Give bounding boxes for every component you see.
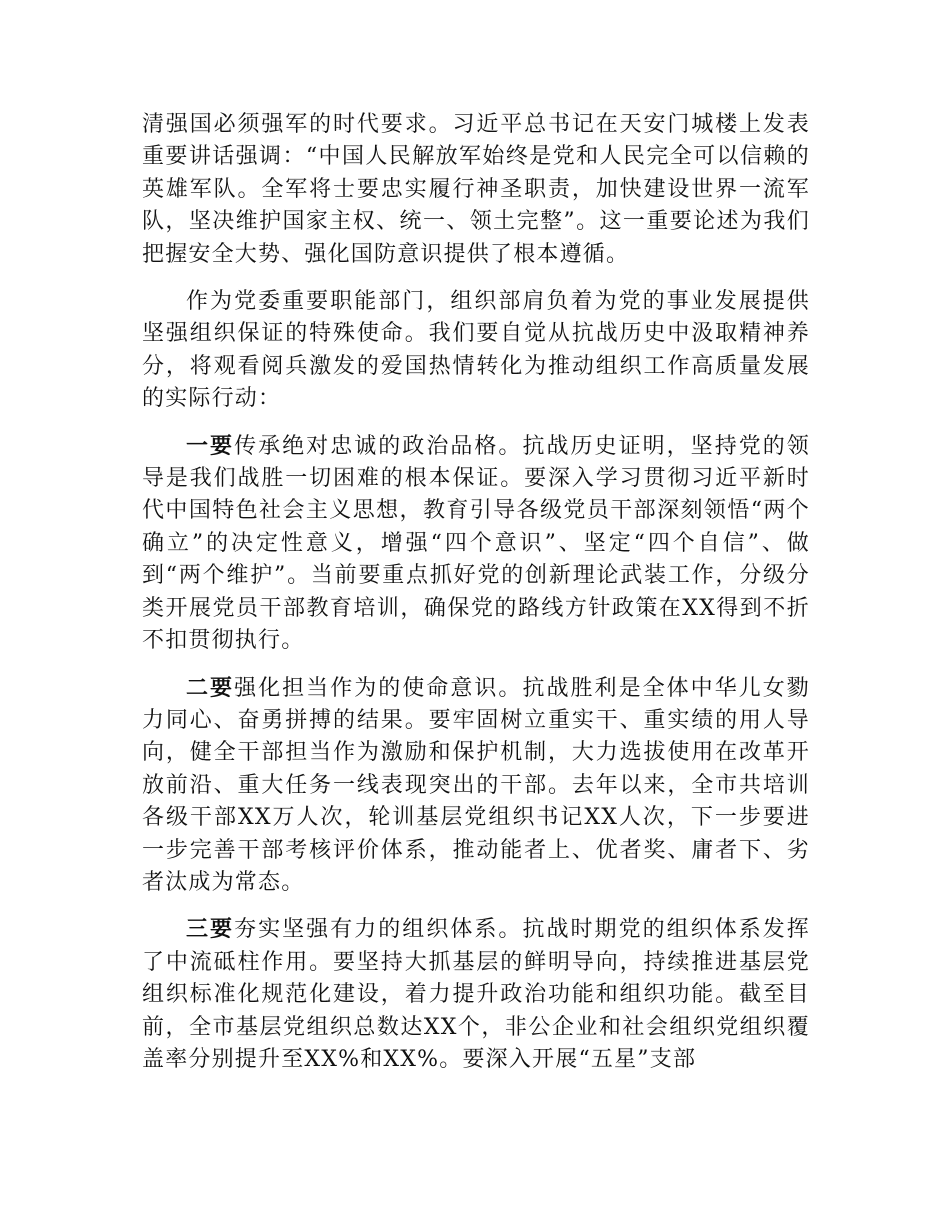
paragraph-4-lead: 二要	[186, 674, 235, 701]
paragraph-5-lead: 三要	[186, 916, 235, 943]
paragraph-4	[142, 672, 810, 900]
paragraph-5	[142, 913, 810, 1076]
paragraph-1	[142, 108, 810, 271]
paragraph-3-lead: 一要	[186, 432, 235, 459]
paragraph-3-text: 传承绝对忠诚的政治品格。抗战历史证明，坚持党的领导是我们战胜一切困难的根本保证。要深入学习贯彻习近平新时代中国特色社会主义思想，教育引导各级党员干部深刻领悟“两个确立”的决定性意义，增强“四个意识”、坚定“四个自信”、做到“两个维护”。当前要重点抓好党的创新理论武装工作，分级分类开展党员干部教育培训，确保党的路线方针政策在XX得到不折不扣贯彻执行。	[142, 433, 810, 654]
document-page	[142, 108, 810, 1090]
paragraph-4-text: 强化担当作为的使命意识。抗战胜利是全体中华儿女勠力同心、奋勇拼搏的结果。要牢固树立重实干、重实绩的用人导向，健全干部担当作为激励和保护机制，大力选拔使用在改革开放前沿、重大任务一线表现突出的干部。去年以来，全市共培训各级干部XX万人次，轮训基层党组织书记XX人次，下一步要进一步完善干部考核评价体系，推动能者上、优者奖、庸者下、劣者汰成为常态。	[142, 675, 810, 895]
paragraph-2	[142, 285, 810, 416]
paragraph-2-text: 作为党委重要职能部门，组织部肩负着为党的事业发展提供坚强组织保证的特殊使命。我们要自觉从抗战历史中汲取精神养分，将观看阅兵激发的爱国热情转化为推动组织工作高质量发展的实际行动：	[142, 289, 810, 412]
paragraph-1-text: 清强国必须强军的时代要求。习近平总书记在天安门城楼上发表重要讲话强调：“中国人民解放军始终是党和人民完全可以信赖的英雄军队。全军将士要忠实履行神圣职责，加快建设世界一流军队，坚决维护国家主权、统一、领土完整”。这一重要论述为我们把握安全大势、强化国防意识提供了根本遵循。	[142, 112, 810, 267]
paragraph-5-text: 夯实坚强有力的组织体系。抗战时期党的组织体系发挥了中流砥柱作用。要坚持大抓基层的鲜明导向，持续推进基层党组织标准化规范化建设，着力提升政治功能和组织功能。截至目前，全市基层党组织总数达XX个，非公企业和社会组织党组织覆盖率分别提升至XX%和XX%。要深入开展“五星”支部	[142, 917, 810, 1072]
paragraph-3	[142, 430, 810, 658]
